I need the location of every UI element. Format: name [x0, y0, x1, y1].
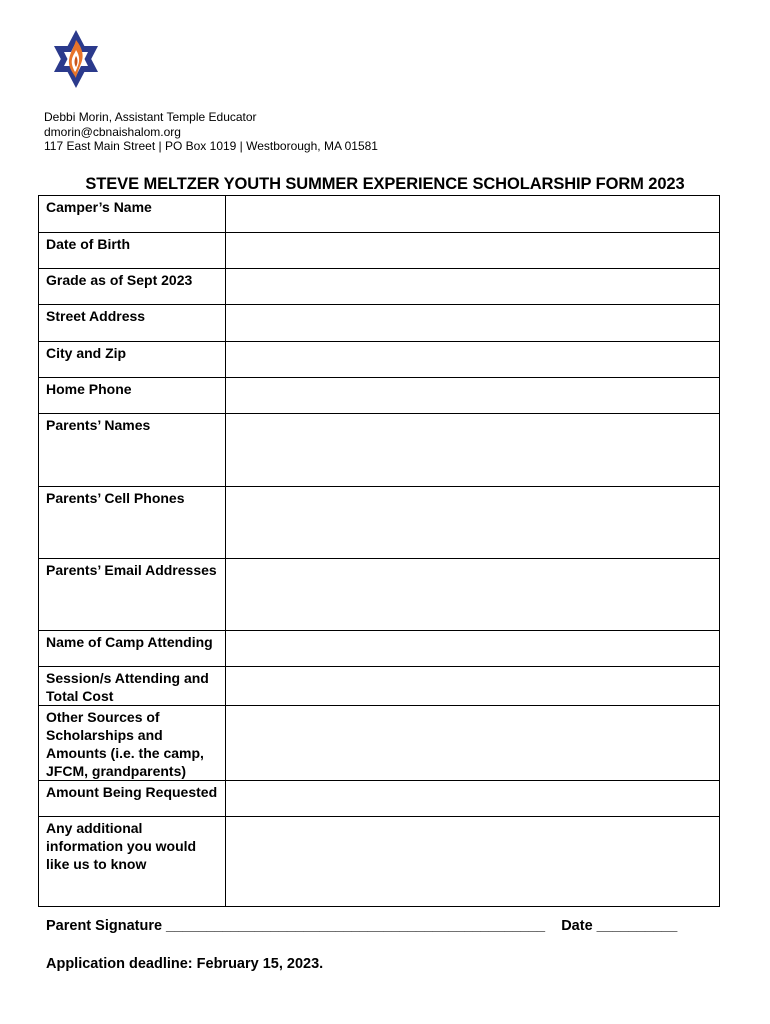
signature-row — [46, 918, 677, 934]
application-deadline: Application deadline: February 15, 2023. — [46, 956, 324, 972]
field-label: City and Zip — [39, 342, 226, 378]
field-label: Amount Being Requested — [39, 781, 226, 817]
field-label: Name of Camp Attending — [39, 631, 226, 667]
field-label: Parents’ Email Addresses — [39, 559, 226, 631]
parent-signature-field[interactable]: Parent Signature _______________________________________________ — [46, 918, 546, 934]
city-zip-field[interactable] — [226, 342, 720, 378]
camp-name-field[interactable] — [226, 631, 720, 667]
field-label: Date of Birth — [39, 233, 226, 269]
form-row-date-of-birth — [39, 233, 720, 269]
form-row-campers-name — [39, 196, 720, 233]
scholarship-form-table — [38, 195, 720, 907]
contact-name: Debbi Morin, Assistant Temple Educator — [44, 110, 257, 124]
parents-email-field[interactable] — [226, 559, 720, 631]
form-row-grade — [39, 269, 720, 305]
amount-requested-field[interactable] — [226, 781, 720, 817]
form-row-parents-email — [39, 559, 720, 631]
field-label: Street Address — [39, 305, 226, 342]
field-label: Session/s Attending and Total Cost — [39, 667, 226, 706]
form-row-sessions — [39, 667, 720, 706]
field-label: Grade as of Sept 2023 — [39, 269, 226, 305]
field-label: Home Phone — [39, 378, 226, 414]
form-row-home-phone — [39, 378, 720, 414]
street-address-field[interactable] — [226, 305, 720, 342]
star-of-david-logo-icon — [50, 28, 102, 90]
additional-info-field[interactable] — [226, 817, 720, 907]
contact-address: 117 East Main Street | PO Box 1019 | Westborough, MA 01581 — [44, 139, 378, 153]
form-row-amount-requested — [39, 781, 720, 817]
form-row-city-zip — [39, 342, 720, 378]
parents-names-field[interactable] — [226, 414, 720, 487]
contact-email: dmorin@cbnaishalom.org — [44, 124, 181, 139]
parents-cell-phones-field[interactable] — [226, 487, 720, 559]
form-title: STEVE MELTZER YOUTH SUMMER EXPERIENCE SCHOLARSHIP FORM 2023 — [85, 175, 685, 193]
form-row-street-address — [39, 305, 720, 342]
date-field[interactable]: Date __________ — [561, 918, 678, 934]
sessions-field[interactable] — [226, 667, 720, 706]
form-row-parents-cell-phones — [39, 487, 720, 559]
field-label: Parents’ Cell Phones — [39, 487, 226, 559]
form-row-other-sources — [39, 706, 720, 781]
form-row-camp-name — [39, 631, 720, 667]
home-phone-field[interactable] — [226, 378, 720, 414]
form-row-additional-info — [39, 817, 720, 907]
form-row-parents-names — [39, 414, 720, 487]
campers-name-field[interactable] — [226, 196, 720, 233]
date-of-birth-field[interactable] — [226, 233, 720, 269]
field-label: Camper’s Name — [39, 196, 226, 233]
contact-block — [44, 110, 378, 154]
other-sources-field[interactable] — [226, 706, 720, 781]
grade-field[interactable] — [226, 269, 720, 305]
field-label: Other Sources of Scholarships and Amounts (i.e. the camp, JFCM, grandparents) — [39, 706, 226, 781]
field-label: Any additional information you would like us to know — [39, 817, 226, 907]
field-label: Parents’ Names — [39, 414, 226, 487]
